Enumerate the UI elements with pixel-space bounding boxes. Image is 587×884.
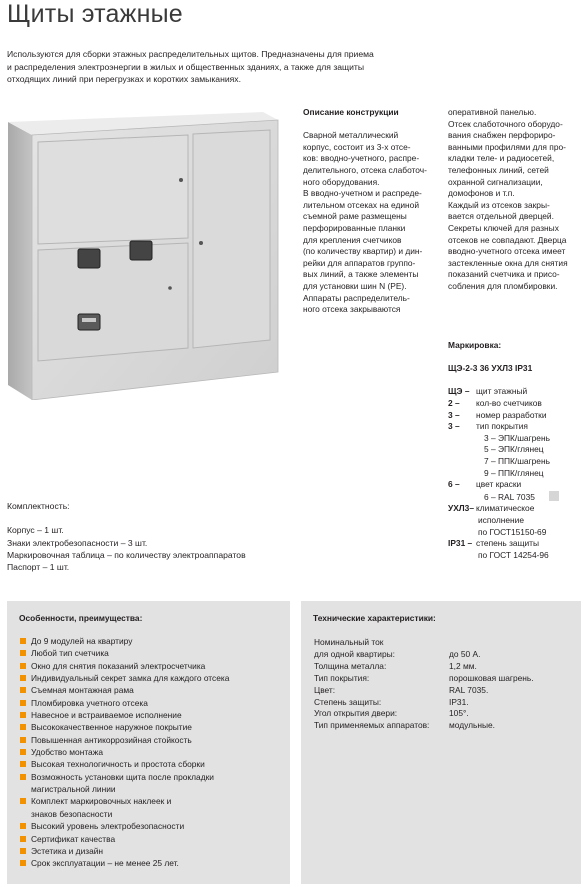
tech-row — [314, 649, 579, 661]
ral-swatch — [549, 491, 559, 501]
description-line: Отсек слаботочного оборудо- — [448, 118, 563, 129]
marking-value: климатическое — [476, 503, 535, 514]
marking-key: ЩЭ – — [448, 386, 470, 397]
tech-label: Толщина металла: — [314, 660, 387, 671]
tech-row — [314, 708, 579, 720]
tech-value: до 50 А. — [449, 648, 481, 659]
feature-item: Пломбировка учетного отсека — [19, 697, 284, 709]
ral-color — [448, 491, 587, 504]
description-line: домофонов и т.п. — [448, 188, 515, 199]
description-line: вых линий, а также элементы — [303, 269, 419, 280]
ral-label: 6 – RAL 7035 — [484, 491, 535, 502]
tech-row — [314, 637, 579, 649]
description-line: Сварной металлический — [303, 130, 399, 141]
description-line: показаний счетчика и присо- — [448, 269, 560, 280]
tech-specs — [314, 637, 579, 732]
marking-value: номер разработки — [476, 409, 547, 420]
features-list — [19, 635, 284, 870]
tech-label: Цвет: — [314, 684, 336, 695]
marking-key: УХЛ3– — [448, 503, 474, 514]
description-line: делительного, отсека слаботоч- — [303, 164, 427, 175]
description-line: для установки шин N (PE). — [303, 280, 407, 291]
description-line: кладки теле- и радиосетей, — [448, 153, 555, 164]
description-line: ного отсека закрываются — [303, 304, 401, 315]
description-line: вания снабжен перфориро- — [448, 130, 556, 141]
tech-heading: Технические характеристики: — [313, 613, 436, 623]
tech-label: Тип применяемых аппаратов: — [314, 720, 430, 731]
description-line: ного оборудования. — [303, 176, 380, 187]
tech-row — [314, 685, 579, 697]
marking-value: цвет краски — [476, 479, 522, 490]
description-line: охранной сигнализации, — [448, 176, 543, 187]
description-line: застекленные окна для снятия — [448, 257, 568, 268]
komplekt-item: Знаки электробезопасности – 3 шт. — [7, 537, 148, 548]
marking-value: исполнение — [478, 514, 525, 525]
marking-value: кол-во счетчиков — [476, 397, 542, 408]
description-line: перфорированные планки — [303, 222, 406, 233]
description-line: Аппараты распределитель- — [303, 292, 410, 303]
description-line: Каждый из отсеков закры- — [448, 199, 550, 210]
tech-label: Тип покрытия: — [314, 672, 370, 683]
feature-item: Возможность установки щита после прокладки магистральной линии — [19, 771, 229, 796]
feature-item: Комплект маркировочных наклеек и знаков безопасности — [19, 795, 189, 820]
tech-value: 105°. — [449, 708, 469, 719]
coating-option: 3 – ЭПК/шагрень — [484, 432, 550, 443]
description-line: лительном отсеках на единой — [303, 199, 419, 210]
marking-row — [448, 421, 587, 433]
marking-key: 2 – — [448, 397, 460, 408]
coating-option: 7 – ППК/шагрень — [484, 455, 550, 466]
description-line: вводно-учетного отсека имеет — [448, 246, 566, 257]
coating-option: 9 – ППК/глянец — [484, 467, 544, 478]
marking-value: по ГОСТ 14254-96 — [478, 549, 549, 560]
intro-line: Используются для сборки этажных распределительных щитов. Предназначены для приема — [7, 49, 374, 59]
marking-value: степень защиты — [476, 538, 540, 549]
feature-item: Любой тип счетчика — [19, 647, 284, 659]
marking-row — [448, 538, 587, 550]
marking-row — [448, 398, 587, 410]
feature-item: Высококачественное наружное покрытие — [19, 721, 284, 733]
description-line: для крепления счетчиков — [303, 234, 402, 245]
feature-item: Навесное и встраиваемое исполнение — [19, 709, 284, 721]
marking-key: 3 – — [448, 421, 460, 432]
description-line: отсеков не совпадают. Дверца — [448, 234, 567, 245]
feature-item: Индивидуальный секрет замка для каждого отсека — [19, 672, 284, 684]
marking-key: 3 – — [448, 409, 460, 420]
description-line: рейки для аппаратов группо- — [303, 257, 416, 268]
tech-value: порошковая шагрень. — [449, 672, 534, 683]
coating-option: 5 – ЭПК/глянец — [484, 444, 544, 455]
page-title: Щиты этажные — [7, 0, 183, 28]
komplekt-item: Паспорт – 1 шт. — [7, 562, 70, 572]
description-heading: Описание конструкции — [303, 107, 399, 117]
description-line: Секреты ключей для разных — [448, 222, 559, 233]
komplekt-item: Корпус – 1 шт. — [7, 525, 64, 536]
features-heading: Особенности, преимущества: — [19, 613, 143, 623]
marking-value: щит этажный — [476, 386, 528, 397]
marking-row — [448, 386, 587, 398]
intro-line: отходящих линий при перегрузках и коротких замыканиях. — [7, 74, 241, 85]
tech-row — [314, 673, 579, 685]
tech-value: RAL 7035. — [449, 684, 489, 695]
feature-item: Повышенная антикоррозийная стойкость — [19, 734, 284, 746]
tech-row — [314, 661, 579, 673]
marking-row — [448, 410, 587, 422]
marking-row — [448, 479, 587, 491]
tech-label: Номинальный ток — [314, 637, 384, 647]
tech-value: IP31. — [449, 696, 469, 707]
marking-value: по ГОСТ15150-69 — [478, 526, 547, 537]
marking-code: ЩЭ-2-3 36 УХЛ3 IP31 — [448, 363, 533, 374]
description-column-2 — [448, 107, 587, 293]
tech-value: модульные. — [449, 720, 496, 731]
description-column-1 — [303, 107, 443, 316]
description-line: вается отдельной дверцей. — [448, 211, 554, 222]
marking-heading: Маркировка: — [448, 340, 502, 350]
feature-item: Срок эксплуатации – не менее 25 лет. — [19, 857, 284, 869]
intro-line: и распределения электроэнергии в жилых и общественных зданиях, а также для защиты — [7, 61, 365, 72]
feature-item: Окно для снятия показаний электросчетчика — [19, 660, 284, 672]
description-line: оперативной панелью. — [448, 107, 537, 117]
description-line: корпус, состоит из 3-х отсе- — [303, 141, 411, 152]
tech-panel — [301, 601, 581, 884]
tech-row — [314, 720, 579, 732]
feature-item: До 9 модулей на квартиру — [19, 635, 284, 647]
description-line: ванными профилями для про- — [448, 141, 566, 152]
marking-section — [448, 340, 587, 561]
tech-label: Степень защиты: — [314, 696, 382, 707]
feature-item: Эстетика и дизайн — [19, 845, 284, 857]
tech-label: для одной квартиры: — [314, 648, 395, 659]
intro-text — [7, 48, 427, 86]
features-panel — [7, 601, 290, 884]
tech-value: 1,2 мм. — [449, 660, 477, 671]
description-line: телефонных линий, сетей — [448, 164, 549, 175]
komplekt-heading: Комплектность: — [7, 501, 70, 511]
tech-label: Угол открытия двери: — [314, 708, 398, 719]
feature-item: Удобство монтажа — [19, 746, 284, 758]
marking-key: IP31 – — [448, 538, 473, 549]
description-line: В вводно-учетном и распреде- — [303, 188, 422, 199]
feature-item: Съемная монтажная рама — [19, 684, 284, 696]
tech-row — [314, 697, 579, 709]
komplekt-section — [7, 500, 297, 573]
description-line: ков: вводно-учетного, распре- — [303, 153, 420, 164]
electrical-cabinet-illustration — [8, 110, 293, 400]
description-line: съемной раме размещены — [303, 211, 407, 222]
marking-row — [448, 503, 587, 515]
description-line: собления для пломбировки. — [448, 280, 558, 291]
description-line: (по количеству квартир) и дин- — [303, 246, 423, 257]
marking-value: тип покрытия — [476, 421, 528, 432]
marking-key: 6 – — [448, 479, 460, 490]
feature-item: Высокая технологичность и простота сборки — [19, 758, 284, 770]
feature-item: Сертификат качества — [19, 833, 284, 845]
komplekt-item: Маркировочная таблица – по количеству электроаппаратов — [7, 549, 246, 560]
feature-item: Высокий уровень электробезопасности — [19, 820, 284, 832]
